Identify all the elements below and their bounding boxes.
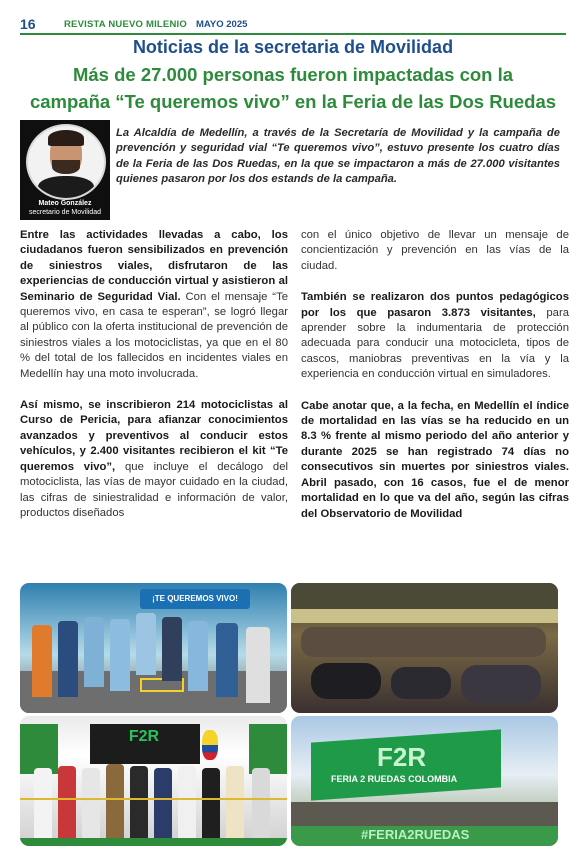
entrance-logo: F2R xyxy=(377,742,427,772)
portrait-role: secretario de Movilidad xyxy=(29,209,101,216)
photo-feria-entrance xyxy=(291,716,558,846)
paragraph: Cabe anotar que, a la fecha, en Medellín el índice de mortalidad en las vías se ha reducido en un 8.3 % frente al mismo periodo del año anterior y durante 2025 se han registrado 74 días no consecutivos sin muertes por siniestros viales. Abril pasado, con 16 casos, fue el de menor mortalidad en lo que va del año, según las cifras del Observatorio de Movilidad xyxy=(301,399,569,520)
paragraph: Así mismo, se inscribieron 214 motociclistas al Curso de Pericia, para afianzar conocimientos avanzados y preventivos al conducir estos vehículos, y 2.400 visitantes recibieron el kit “Te queremos vivo”, que incluye el decálogo del motociclista, las vías de mayor cuidado en la ciudad, las cifras de siniestralidad e información de valor, productos diseñados xyxy=(20,399,288,519)
author-portrait xyxy=(20,120,110,220)
photo-crowd-motorcycles xyxy=(291,583,558,713)
page-number: 16 xyxy=(20,16,36,32)
headline-line-2: campaña “Te queremos vivo” en la Feria de las Dos Ruedas xyxy=(29,91,557,112)
entrance-subtitle: FERIA 2 RUEDAS COLOMBIA xyxy=(331,774,458,784)
issue-date: MAYO 2025 xyxy=(196,19,248,30)
page-header xyxy=(20,14,566,34)
magazine-name: REVISTA NUEVO MILENIO xyxy=(64,19,187,30)
event-logo: F2R xyxy=(128,728,160,745)
photo-campaign-stand xyxy=(20,583,287,713)
stand-banner: ¡TE QUEREMOS VIVO! xyxy=(140,589,250,609)
left-column xyxy=(20,228,288,521)
paragraph: Entre las actividades llevadas a cabo, los ciudadanos fueron sensibilizados en prevención de siniestros viales, disfrutaron de las experiencias de conducción virtual y asistieron al Seminario de Seguridad Vial. Con el mensaje “Te queremos vivo, en casa te esperan”, se logró llegar al público con la oferta institucional de prevención de siniestros viales a los motociclistas, ya que en el 80 % del total de los fallecidos en incidentes viales en Medellín hay una moto involucrada. xyxy=(20,229,288,380)
photo-ribbon-cutting xyxy=(20,716,287,846)
section-title: Noticias de la secretaria de Movilidad xyxy=(132,37,454,57)
headline-line-1: Más de 27.000 personas fueron impactadas con la xyxy=(72,64,514,85)
hashtag: #FERIA2RUEDAS xyxy=(361,827,470,842)
headline xyxy=(12,61,574,115)
portrait-photo xyxy=(26,124,106,200)
paragraph: También se realizaron dos puntos pedagógicos por los que pasaron 3.873 visitantes, para aprender sobre la indumentaria de protección adecuada para conducir una motocicleta, tipos de cascos, maniobras preventivas en la vía y la experiencia en conducción virtual en simuladores. xyxy=(301,291,569,381)
header-divider xyxy=(20,33,566,35)
portrait-name: Mateo González xyxy=(38,200,92,207)
lead-paragraph: La Alcaldía de Medellín, a través de la Secretaría de Movilidad y la campaña de prevención y seguridad vial “Te queremos vivo”, estuvo presente los cuatro días de la Feria de las Dos Ruedas, en la que se impactaron a más de 27.000 visitantes quienes pasaron por los dos estands de la campaña. xyxy=(116,127,560,186)
right-column xyxy=(301,228,569,522)
paragraph: con el único objetivo de llevar un mensaje de concientización y prevención en las vías de la ciudad. xyxy=(301,229,569,272)
